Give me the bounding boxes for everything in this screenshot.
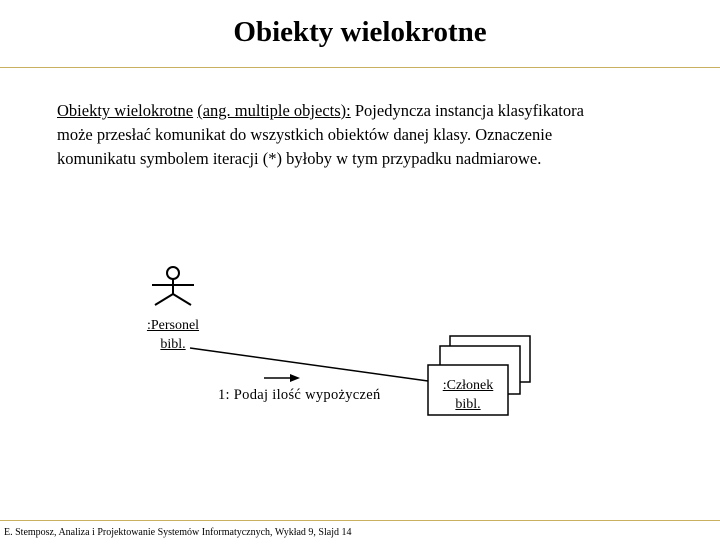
actor-head xyxy=(167,267,179,279)
footer-text: E. Stemposz, Analiza i Projektowanie Systemów Informatycznych, Wykład 9, Slajd 14 xyxy=(4,527,352,538)
slide-title: Obiekty wielokrotne xyxy=(233,16,487,48)
paragraph-line-2: może przesłać komunikat do wszystkich obiektów danej klasy. Oznaczenie xyxy=(57,125,553,144)
actor-label-line-2: bibl. xyxy=(160,337,186,352)
actor-stick-figure xyxy=(152,267,194,305)
actor-label-line-1: :Personel xyxy=(146,318,200,333)
paragraph-line-1-rest: Pojedyncza instancja klasyfikatora xyxy=(350,101,584,120)
term-text: Obiekty wielokrotne xyxy=(57,101,194,120)
paragraph-line-3: komunikatu symbolem iteracji (*) byłoby w tym przypadku nadmiarowe. xyxy=(57,149,542,168)
multiobject-label-line-1: :Członek xyxy=(442,378,494,393)
association-link xyxy=(190,348,428,381)
actor-right-leg xyxy=(173,294,191,305)
message-label: 1: Podaj ilość wypożyczeń xyxy=(218,387,381,403)
multiobject-label-line-2: bibl. xyxy=(455,397,481,412)
actor-label xyxy=(123,316,223,354)
term-english: (ang. multiple objects): xyxy=(197,101,351,120)
multiobject-label xyxy=(428,376,508,414)
actor-left-leg xyxy=(155,294,173,305)
footer-divider xyxy=(0,520,720,521)
message-arrow xyxy=(264,374,300,382)
